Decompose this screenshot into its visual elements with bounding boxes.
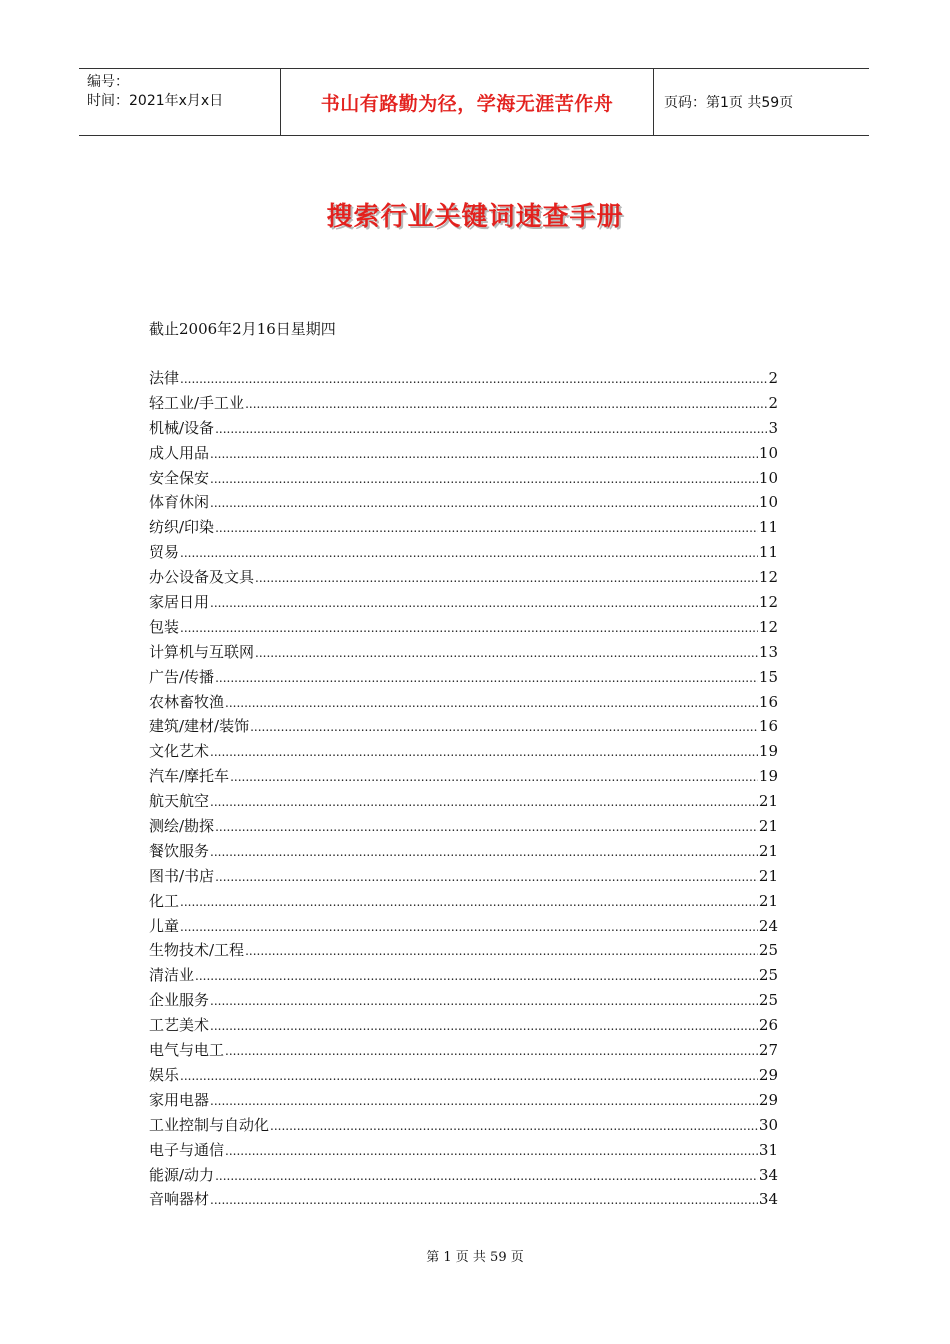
toc-entry-page[interactable]: 16 [758,717,778,736]
toc-dot-leader [210,1013,758,1039]
toc-entry[interactable] [149,864,778,889]
toc-entry-label[interactable]: 生物技术/工程 [149,941,245,960]
toc-entry-label[interactable]: 包装 [149,617,180,636]
toc-entry-label[interactable]: 电子与通信 [149,1140,225,1159]
toc-dot-leader [215,515,758,541]
toc-dot-leader [210,441,758,467]
toc-entry[interactable] [149,764,778,789]
motto-text: 书山有路勤为径，学海无涯苦作舟 [320,92,614,115]
toc-entry-label[interactable]: 能源/动力 [149,1165,215,1184]
toc-entry-page[interactable]: 13 [758,642,778,661]
toc-entry[interactable] [149,540,778,565]
toc-entry-label[interactable]: 体育休闲 [149,493,210,512]
toc-entry-label[interactable]: 化工 [149,891,180,910]
toc-dot-leader [255,565,758,591]
toc-dot-leader [215,665,758,691]
toc-entry-page[interactable]: 15 [758,667,778,686]
toc-entry-page[interactable]: 19 [758,742,778,761]
toc-entry-page[interactable]: 25 [758,991,778,1010]
toc-entry-page[interactable]: 34 [758,1165,778,1184]
page-footer: 第 1 页 共 59 页 [426,1250,524,1265]
toc-dot-leader [245,938,758,964]
toc-dot-leader [180,889,758,915]
toc-dot-leader [195,963,758,989]
toc-entry-page[interactable]: 12 [758,617,778,636]
toc-entry[interactable] [149,1163,778,1188]
toc-entry-label[interactable]: 文化艺术 [149,742,210,761]
header-table [79,68,869,136]
toc-entry-label[interactable]: 电气与电工 [149,1041,225,1060]
toc-entry[interactable] [149,416,778,441]
toc-entry[interactable] [149,466,778,491]
toc-dot-leader [230,764,758,790]
toc-dot-leader [215,416,767,442]
toc-dot-leader [225,690,758,716]
toc-dot-leader [180,615,758,641]
toc-entry-page[interactable]: 21 [758,841,778,860]
toc-entry-page[interactable]: 10 [758,493,778,512]
toc-entry-label[interactable]: 图书/书店 [149,866,215,885]
toc-entry-page[interactable]: 12 [758,593,778,612]
toc-entry-label[interactable]: 计算机与互联网 [149,642,255,661]
toc-entry[interactable] [149,615,778,640]
toc-dot-leader [210,839,758,865]
toc-entry[interactable] [149,640,778,665]
toc-entry-label[interactable]: 机械/设备 [149,418,215,437]
toc-dot-leader [180,914,758,940]
toc-entry-page[interactable]: 25 [758,941,778,960]
header-motto-cell [281,69,654,135]
toc-entry-page[interactable]: 31 [758,1140,778,1159]
toc-dot-leader [180,366,767,392]
toc-entry[interactable] [149,590,778,615]
toc-entry[interactable] [149,789,778,814]
toc-entry-label[interactable]: 家居日用 [149,593,210,612]
toc-entry[interactable] [149,1113,778,1138]
toc-dot-leader [215,1163,758,1189]
toc-entry[interactable] [149,1138,778,1163]
header-page-cell [654,69,869,135]
toc-entry[interactable] [149,441,778,466]
toc-dot-leader [250,714,758,740]
toc-entry-label[interactable]: 测绘/勘探 [149,817,215,836]
toc-entry-page[interactable]: 27 [758,1041,778,1060]
toc-entry[interactable] [149,914,778,939]
toc-entry-label[interactable]: 建筑/建材/装饰 [149,717,250,736]
toc-entry[interactable] [149,1088,778,1113]
toc-entry-page[interactable]: 21 [758,817,778,836]
toc-dot-leader [210,789,758,815]
toc-entry-page[interactable]: 26 [758,1016,778,1035]
toc-entry-page[interactable]: 12 [758,568,778,587]
document-title: 搜索行业关键词速查手册 [326,202,624,232]
toc-entry-page[interactable]: 21 [758,866,778,885]
toc-entry[interactable] [149,714,778,739]
toc-dot-leader [210,739,758,765]
toc-dot-leader [270,1113,758,1139]
toc-entry-page[interactable]: 10 [758,468,778,487]
toc-entry[interactable] [149,391,778,416]
toc-entry-page[interactable]: 34 [758,1190,778,1209]
toc-entry-label[interactable]: 航天航空 [149,792,210,811]
toc-dot-leader [215,814,758,840]
toc-entry[interactable] [149,814,778,839]
toc-entry-label[interactable]: 贸易 [149,543,180,562]
toc-entry-label[interactable]: 家用电器 [149,1090,210,1109]
toc-entry-label[interactable]: 法律 [149,369,180,387]
toc-entry-label[interactable]: 工业控制与自动化 [149,1115,270,1134]
toc-entry-page[interactable]: 30 [758,1115,778,1134]
toc-entry[interactable] [149,839,778,864]
toc-entry-page[interactable]: 29 [758,1090,778,1109]
toc-dot-leader [210,988,758,1014]
toc-entry[interactable] [149,1013,778,1038]
toc-entry-page[interactable]: 19 [758,767,778,786]
toc-dot-leader [210,1187,758,1213]
toc-entry-page[interactable]: 21 [758,792,778,811]
toc-dot-leader [215,864,758,890]
toc-entry-page[interactable]: 11 [758,518,778,537]
toc-entry[interactable] [149,1187,778,1212]
toc-entry-page[interactable]: 3 [768,418,778,437]
toc-entry[interactable] [149,988,778,1013]
toc-dot-leader [210,466,758,492]
toc-entry-label[interactable]: 安全保安 [149,468,210,487]
toc-entry-label[interactable]: 成人用品 [149,443,210,462]
toc-dot-leader [225,1038,758,1064]
toc-entry-page[interactable]: 16 [758,692,778,711]
toc-entry[interactable] [149,739,778,764]
toc-entry[interactable] [149,490,778,515]
header-meta-cell [79,69,281,135]
toc-entry-page[interactable]: 11 [758,543,778,562]
toc-dot-leader [245,391,767,417]
toc-entry-label[interactable]: 汽车/摩托车 [149,767,230,786]
toc-dot-leader [210,590,758,616]
toc-entry-page[interactable]: 10 [758,443,778,462]
toc-entry-label[interactable]: 广告/传播 [149,667,215,686]
number-label: 编号： [87,74,129,90]
toc-entry[interactable] [149,366,778,391]
toc-entry[interactable] [149,515,778,540]
toc-dot-leader [255,640,758,666]
toc-entry-page[interactable]: 25 [758,966,778,985]
toc-entry-label[interactable]: 纺织/印染 [149,518,215,537]
toc-entry-page[interactable]: 2 [768,369,778,387]
toc-entry[interactable] [149,963,778,988]
table-of-contents [149,366,778,1212]
toc-entry-label[interactable]: 娱乐 [149,1065,180,1084]
time-label: 时间：2021年x月x日 [87,93,224,109]
toc-entry-label[interactable]: 清洁业 [149,966,195,985]
toc-entry[interactable] [149,938,778,963]
toc-dot-leader [180,1063,758,1089]
toc-entry-page[interactable]: 2 [768,393,778,412]
toc-entry-label[interactable]: 办公设备及文具 [149,568,255,587]
toc-dot-leader [210,1088,758,1114]
toc-dot-leader [210,490,758,516]
toc-entry-label[interactable]: 企业服务 [149,991,210,1010]
toc-entry-label[interactable]: 工艺美术 [149,1016,210,1035]
toc-entry[interactable] [149,690,778,715]
toc-entry-page[interactable]: 29 [758,1065,778,1084]
toc-entry-label[interactable]: 轻工业/手工业 [149,393,245,412]
toc-entry-label[interactable]: 音响器材 [149,1190,210,1209]
date-line: 截止2006年2月16日星期四 [149,320,336,338]
toc-entry[interactable] [149,1038,778,1063]
toc-entry-page[interactable]: 21 [758,891,778,910]
toc-entry[interactable] [149,889,778,914]
toc-entry[interactable] [149,665,778,690]
toc-entry[interactable] [149,565,778,590]
toc-entry-label[interactable]: 农林畜牧渔 [149,692,225,711]
toc-entry[interactable] [149,1063,778,1088]
toc-dot-leader [180,540,758,566]
toc-dot-leader [225,1138,758,1164]
toc-entry-label[interactable]: 儿童 [149,916,180,935]
toc-entry-label[interactable]: 餐饮服务 [149,841,210,860]
page-info: 页码：第1页 共59页 [664,95,794,111]
toc-entry-page[interactable]: 24 [758,916,778,935]
